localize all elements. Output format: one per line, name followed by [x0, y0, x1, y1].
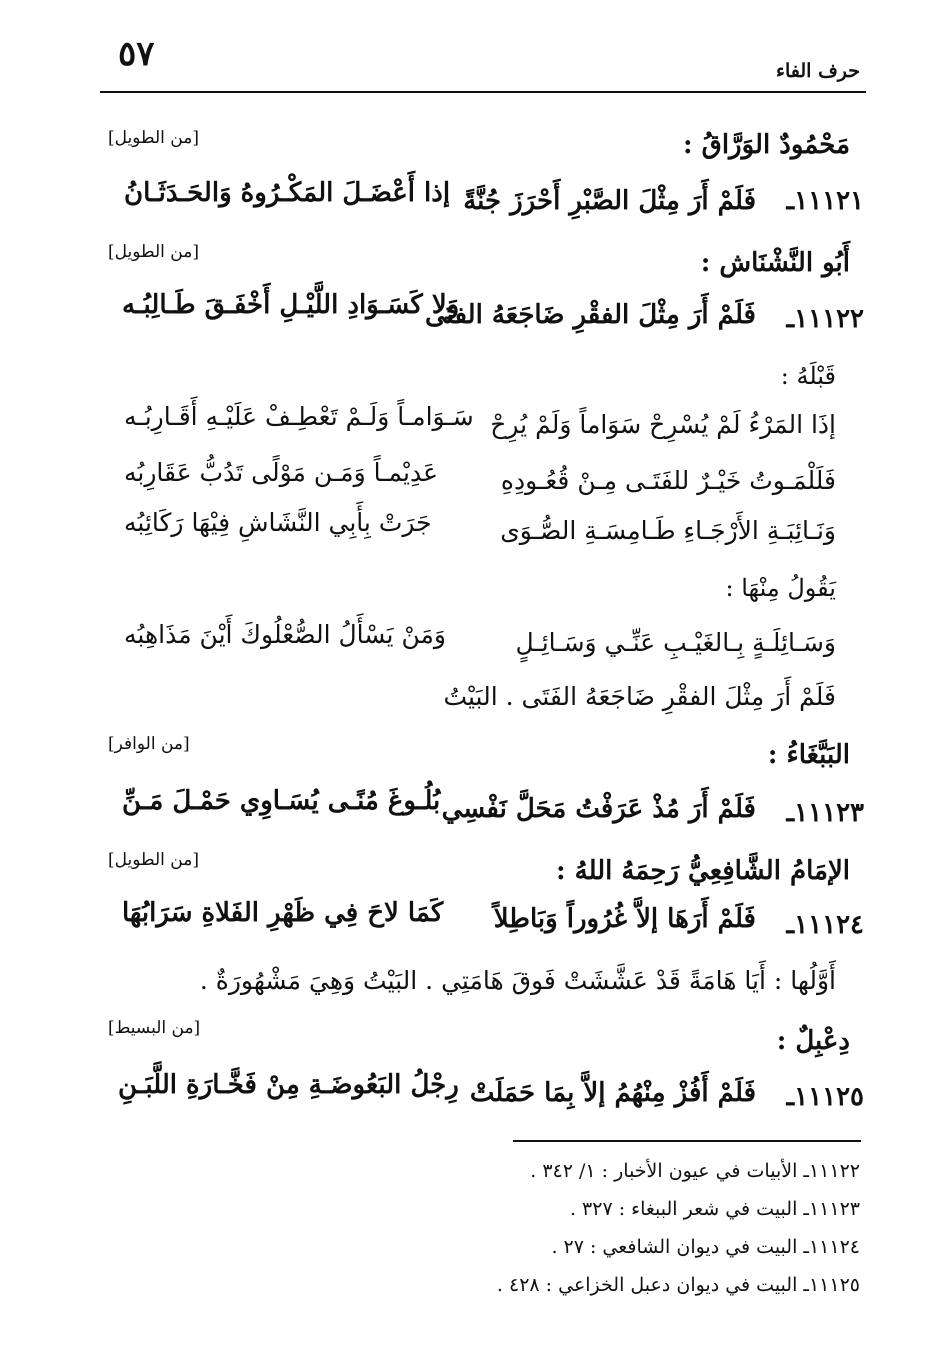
note-label: قَبْلَهُ :	[780, 362, 836, 390]
header-rule	[100, 91, 866, 93]
meter-label: [من البسيط]	[108, 1018, 201, 1038]
hemistich-first: فَلَمْ أَرَ مُذْ عَرَفْتُ مَحَلَّ نَفْسِي	[441, 794, 756, 824]
poet-name: البَبَّغَاءُ :	[767, 740, 850, 770]
footnote: ١١١٢٤ـ البيت في ديوان الشافعي : ٢٧ .	[551, 1236, 860, 1258]
hemistich-first: فَلَمْ أَفُزْ مِنْهُمُ إلاَّ بِمَا حَمَلَتْ	[469, 1078, 756, 1108]
meter-label: [من الوافر]	[108, 734, 190, 754]
hemistich-first: فَلَمْ أَرَ مِثْلَ الفقْرِ ضَاجَعَهُ الفتَى	[424, 300, 756, 330]
hemistich-second: كَمَا لاحَ فِي ظَهْرِ الفَلاةِ سَرَابُهَا	[122, 898, 444, 928]
meter-label: [من الطويل]	[108, 128, 199, 148]
footnote: ١١١٢٥ـ البيت في ديوان دعبل الخزاعي : ٤٢٨ .	[496, 1274, 860, 1296]
meter-label: [من الطويل]	[108, 242, 199, 262]
note-line: أَوَّلُها : أَيَا هَامَةً قَدْ عَشَّشَتْ فَوقَ هَامَتِي . البَيْتُ وَهِيَ مَشْهُورَةٌ .	[199, 966, 836, 995]
footnote: ١١١٢٣ـ البيت في شعر الببغاء : ٣٢٧ .	[569, 1198, 860, 1220]
note-hemistich: وَمَنْ يَسْأَلُ الصُّعْلُوكَ أَيْنَ مَذَاهِبُه	[124, 620, 446, 649]
note-hemistich: فَلَلْمَـوتُ خَيْـرٌ للفَتَـى مِـنْ قُعُـودِهِ	[500, 466, 836, 495]
verse-number: ١١١٢٢ـ	[786, 304, 864, 334]
meter-label: [من الطويل]	[108, 850, 199, 870]
note-hemistich: وَنَـائِبَـةِ الأَرْجَـاءِ طَـامِسَـةِ الصُّـوَى	[500, 516, 836, 545]
poet-name: الإمَامُ الشَّافِعِيُّ رَحِمَهُ اللهُ :	[556, 856, 850, 886]
verse-number: ١١١٢١ـ	[786, 186, 864, 216]
poet-name: أَبُو النَّشْنَاش :	[700, 248, 850, 278]
verse-number: ١١١٢٥ـ	[786, 1082, 864, 1112]
note-hemistich: إذَا المَرْءُ لَمْ يُسْرِحْ سَوَاماً وَلَمْ يُرِحْ	[490, 410, 836, 439]
hemistich-first: فَلَمْ أَرَهَا إلاَّ غُرُوراً وَبَاطِلاً	[493, 904, 756, 934]
hemistich-first: فَلَمْ أَرَ مِثْلَ الصَّبْرِ أَحْرَزَ جُنَّةً	[463, 186, 756, 216]
note-line: فَلَمْ أَرَ مِثْلَ الفقْرِ ضَاجَعَهُ الفَتَى . البَيْتُ	[443, 682, 836, 711]
hemistich-second: رِجْلُ البَعُوضَـةِ مِنْ فَخَّـارَةِ اللَّبَـنِ	[118, 1070, 459, 1100]
verse-number: ١١١٢٣ـ	[786, 798, 864, 828]
running-title: حرف الفاء	[776, 60, 860, 82]
footnote-rule	[513, 1140, 861, 1142]
hemistich-second: وَلا كَسَـوَادِ اللَّيْـلِ أَخْفَـقَ طَـالِبُـه	[122, 290, 460, 320]
note-hemistich: وَسَـائِلَـةٍ بِـالغَيْـبِ عَنِّـي وَسَـائِـلٍ	[515, 628, 836, 657]
page-number: ٥٧	[118, 34, 155, 74]
hemistich-second: إذا أَعْضَـلَ المَكْـرُوهُ وَالحَـدَثَـانُ	[124, 178, 451, 208]
note-hemistich: جَرَتْ بِأَبِي النَّشَاشِ فِيْهَا رَكَائِبُه	[124, 508, 432, 537]
note-label: يَقُولُ مِنْهَا :	[725, 574, 836, 602]
poet-name: مَحْمُودٌ الوَرَّاقُ :	[683, 130, 850, 160]
note-hemistich: سَـوَامـاً وَلَـمْ تَعْطِـفْ عَلَيْـهِ أَقَـارِبُـه	[124, 402, 474, 431]
hemistich-second: بُلُـوغَ مُنًـى يُسَـاوِي حَمْـلَ مَـنِّ	[122, 786, 441, 816]
note-hemistich: عَدِيْمـاً وَمَـن مَوْلًى تَدُبُّ عَقَارِبُه	[124, 458, 438, 487]
verse-number: ١١١٢٤ـ	[786, 910, 864, 940]
footnote: ١١١٢٢ـ الأبيات في عيون الأخبار : ١/ ٣٤٢ .	[530, 1160, 860, 1182]
poet-name: دِعْبِلٌ :	[776, 1026, 850, 1056]
